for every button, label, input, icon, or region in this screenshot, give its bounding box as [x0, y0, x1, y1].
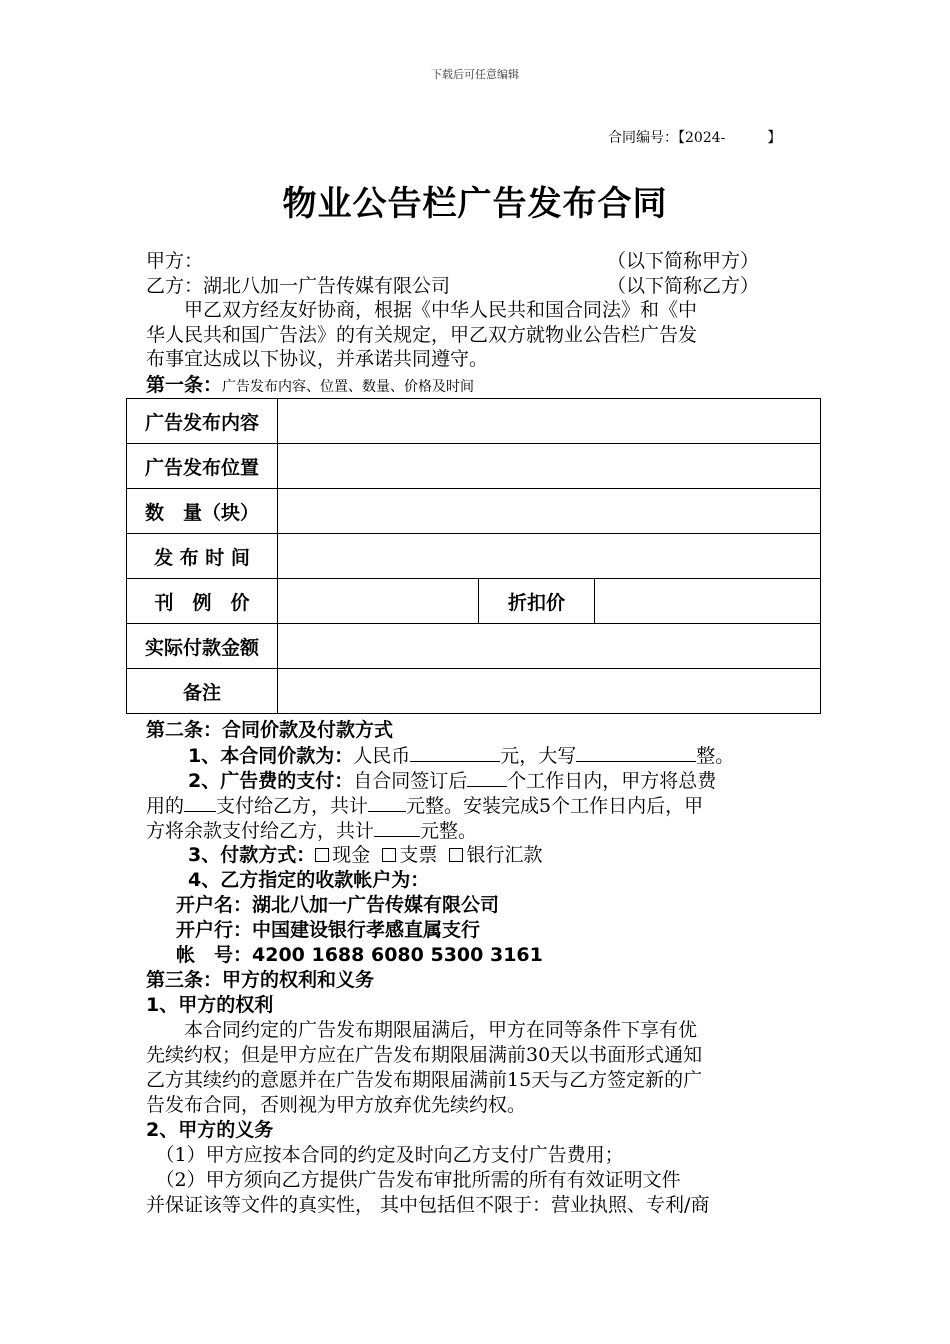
table-row: [127, 489, 821, 534]
value-time[interactable]: [278, 534, 821, 579]
balance-amount-blank[interactable]: [374, 818, 420, 837]
table-row: [127, 624, 821, 669]
payment-line-1: 2、广告费的支付：自合同签订后 个工作日内，甲方将总费: [188, 770, 717, 792]
ratio-blank[interactable]: [184, 793, 216, 812]
party-a-label: 甲方：: [146, 250, 204, 272]
value-actual-amount[interactable]: [278, 624, 821, 669]
rights-heading: 1、甲方的权利: [146, 994, 274, 1016]
first-amount-blank[interactable]: [368, 793, 406, 812]
label-actual-amount: 实际付款金额: [127, 624, 278, 669]
price-line: 1、本合同价款为：人民币 元，大写 整。: [188, 745, 735, 767]
duties-line-1: （1）甲方应按本合同的约定及时向乙方支付广告费用；: [146, 1144, 624, 1166]
wire-checkbox[interactable]: [449, 848, 463, 862]
value-remark[interactable]: [278, 669, 821, 714]
payment-line-3: 方将余款支付给乙方，共计 元整。: [146, 820, 478, 842]
rights-line-1: 本合同约定的广告发布期限届满后，甲方在同等条件下享有优: [146, 1019, 698, 1041]
account-number: 帐 号：4200 1688 6080 5300 3161: [176, 944, 543, 966]
article-2-heading: 第二条：合同价款及付款方式: [146, 719, 394, 741]
check-checkbox[interactable]: [382, 848, 396, 862]
rights-line-2: 先续约权；但是甲方应在广告发布期限届满前30天以书面形式通知: [146, 1044, 703, 1066]
account-bank: 开户行：中国建设银行孝感直属支行: [176, 919, 481, 941]
price-blank[interactable]: [410, 743, 500, 762]
duties-heading: 2、甲方的义务: [146, 1119, 274, 1141]
intro-line-3: 布事宜达成以下协议，并承诺共同遵守。: [146, 348, 489, 370]
table-row: [127, 579, 821, 624]
table-row: [127, 399, 821, 444]
payment-line-2: 用的 支付给乙方，共计 元整。安装完成5个工作日内后，甲: [146, 795, 704, 817]
page-title: 物业公告栏广告发布合同: [282, 184, 668, 224]
payment-method-line: 3、付款方式： 现金 支票 银行汇款: [188, 844, 543, 866]
label-remark: 备注: [127, 669, 278, 714]
party-b-alias: （以下简称乙方）: [607, 275, 760, 297]
label-time: 发 布 时 间: [127, 534, 278, 579]
article-1-heading: 第一条：广告发布内容、位置、数量、价格及时间: [146, 374, 475, 396]
duties-line-3: 并保证该等文件的真实性， 其中包括但不限于：营业执照、专利/商: [146, 1194, 710, 1216]
article-1-desc: 广告发布内容、位置、数量、价格及时间: [222, 379, 475, 395]
contract-number: 合同编号：【2024- 】: [608, 130, 782, 146]
label-content: 广告发布内容: [127, 399, 278, 444]
value-price[interactable]: [278, 579, 479, 624]
value-position[interactable]: [278, 444, 821, 489]
account-name: 开户名：湖北八加一广告传媒有限公司: [176, 894, 500, 916]
party-a-line: [146, 249, 203, 274]
party-b-line: 乙方：湖北八加一广告传媒有限公司: [146, 275, 451, 297]
value-quantity[interactable]: [278, 489, 821, 534]
account-heading: 4、乙方指定的收款帐户为：: [188, 869, 430, 891]
article-3-heading: 第三条：甲方的权利和义务: [146, 969, 375, 991]
value-discount[interactable]: [595, 579, 821, 624]
price-words-blank[interactable]: [576, 743, 696, 762]
label-quantity: 数 量（块）: [127, 489, 278, 534]
rights-line-3: 乙方其续约的意愿并在广告发布期限届满前15天与乙方签定新的广: [146, 1069, 703, 1091]
download-note: 下载后可任意编辑: [431, 68, 519, 81]
table-row: [127, 444, 821, 489]
rights-line-4: 告发布合同，否则视为甲方放弃优先续约权。: [146, 1094, 527, 1116]
intro-line-2: 华人民共和国广告法》的有关规定，甲乙双方就物业公告栏广告发: [146, 324, 698, 346]
label-discount: 折扣价: [479, 579, 595, 624]
label-position: 广告发布位置: [127, 444, 278, 489]
party-a-alias: （以下简称甲方）: [607, 250, 760, 272]
cash-checkbox[interactable]: [315, 848, 329, 862]
table-row: [127, 534, 821, 579]
duties-line-2: （2）甲方须向乙方提供广告发布审批所需的所有有效证明文件: [146, 1169, 681, 1191]
ad-details-table: [126, 398, 821, 714]
label-price: 刊 例 价: [127, 579, 278, 624]
table-row: [127, 669, 821, 714]
value-content[interactable]: [278, 399, 821, 444]
days-blank[interactable]: [467, 768, 507, 787]
intro-line-1: 甲乙双方经友好协商，根据《中华人民共和国合同法》和《中: [146, 299, 698, 321]
